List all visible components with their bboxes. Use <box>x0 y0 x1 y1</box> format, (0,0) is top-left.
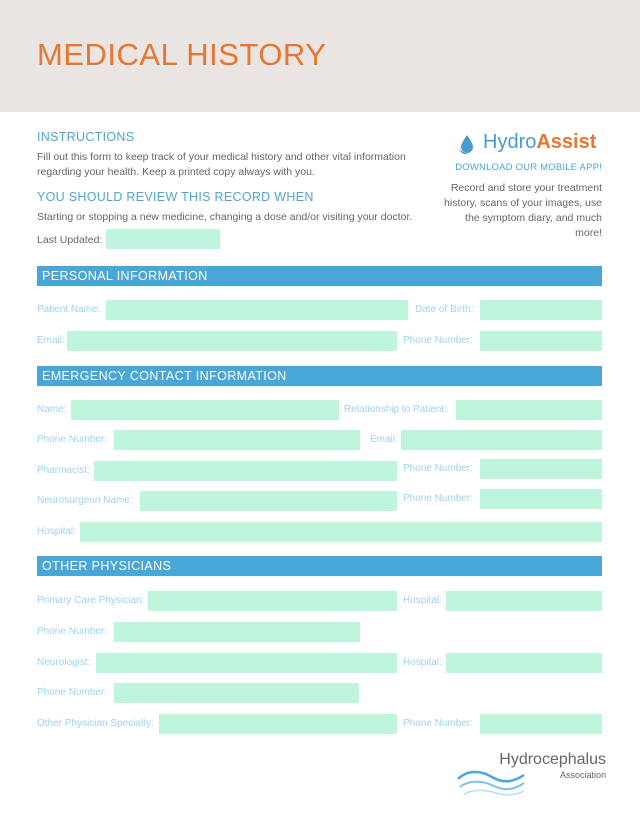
download-app-link[interactable]: DOWNLOAD OUR MOBILE APP! <box>455 162 602 173</box>
pharmacist-label: Pharmacist: <box>37 465 90 476</box>
neurosurgeon-field[interactable] <box>140 491 397 511</box>
neurosurgeon-phone-label: Phone Number: <box>403 493 474 504</box>
other-physicians-heading: OTHER PHYSICIANS <box>42 559 172 573</box>
phone-label: Phone Number: <box>403 335 474 346</box>
pcp-label: Primary Care Physician: <box>37 595 145 606</box>
review-text: Starting or stopping a new medicine, changing a dose and/or visiting your doctor. <box>37 211 413 223</box>
hydroassist-hand-icon <box>455 133 479 157</box>
emergency-contact-band <box>37 366 602 386</box>
other-specialty-label: Other Physician Specialty: <box>37 718 154 729</box>
relationship-field[interactable] <box>456 400 602 420</box>
last-updated-field[interactable] <box>106 229 220 249</box>
instructions-text: Fill out this form to keep track of your medical history and other vital information regarding your health. Keep a printed copy always with you. <box>37 151 406 178</box>
pharmacist-phone-label: Phone Number: <box>403 463 474 474</box>
neurologist-hospital-label: Hospital: <box>403 657 442 668</box>
waves-icon <box>456 765 526 799</box>
pcp-field[interactable] <box>148 591 397 611</box>
org-name: Hydrocephalus <box>499 751 606 768</box>
ec-phone-label: Phone Number: <box>37 434 108 445</box>
instructions-heading: INSTRUCTIONS <box>37 130 135 144</box>
personal-info-heading: PERSONAL INFORMATION <box>42 269 208 283</box>
hydroassist-logo[interactable] <box>455 131 605 159</box>
dob-field[interactable] <box>480 300 602 320</box>
neurologist-phone-field[interactable] <box>114 683 359 703</box>
hydroassist-wordmark: HydroAssist <box>483 131 597 153</box>
pcp-phone-field[interactable] <box>114 622 360 642</box>
neurosurgeon-label: Neurosurgeon Name: <box>37 495 133 506</box>
neurologist-label: Neurologist: <box>37 657 91 668</box>
org-sub: Association <box>559 770 606 780</box>
neurosurgeon-phone-field[interactable] <box>480 489 602 509</box>
pcp-hospital-label: Hospital: <box>403 595 442 606</box>
pcp-hospital-field[interactable] <box>446 591 602 611</box>
email-field[interactable] <box>67 331 397 351</box>
neurologist-field[interactable] <box>96 653 397 673</box>
personal-info-band <box>37 266 602 286</box>
patient-name-label: Patient Name: <box>37 304 101 315</box>
pcp-phone-label: Phone Number: <box>37 626 108 637</box>
page-title: MEDICAL HISTORY <box>37 37 327 72</box>
promo-text: Record and store your treatment history, scans of your images, use the symptom diary, and much more! <box>444 182 602 239</box>
email-label: Email: <box>37 335 65 346</box>
last-updated-label: Last Updated: <box>37 234 103 246</box>
relationship-label: Relationship to Patient: <box>344 404 447 415</box>
neurologist-phone-label: Phone Number: <box>37 687 108 698</box>
header-banner <box>0 0 640 112</box>
ec-email-field[interactable] <box>401 430 602 450</box>
other-physicians-band <box>37 556 602 576</box>
ec-name-label: Name: <box>37 404 67 415</box>
pharmacist-phone-field[interactable] <box>480 459 602 479</box>
hospital-field[interactable] <box>80 522 602 542</box>
other-specialty-field[interactable] <box>159 714 397 734</box>
hydrocephalus-association-logo <box>456 751 606 799</box>
ec-email-label: Email: <box>370 434 398 445</box>
hospital-label: Hospital: <box>37 526 76 537</box>
pharmacist-field[interactable] <box>94 461 397 481</box>
review-heading: YOU SHOULD REVIEW THIS RECORD WHEN <box>37 190 314 204</box>
dob-label: Date of Birth: <box>415 304 474 315</box>
emergency-contact-heading: EMERGENCY CONTACT INFORMATION <box>42 369 287 383</box>
patient-name-field[interactable] <box>106 300 408 320</box>
other-phone-label: Phone Number: <box>403 718 474 729</box>
other-phone-field[interactable] <box>480 714 602 734</box>
phone-field[interactable] <box>480 331 602 351</box>
ec-phone-field[interactable] <box>114 430 360 450</box>
neurologist-hospital-field[interactable] <box>446 653 602 673</box>
ec-name-field[interactable] <box>71 400 339 420</box>
